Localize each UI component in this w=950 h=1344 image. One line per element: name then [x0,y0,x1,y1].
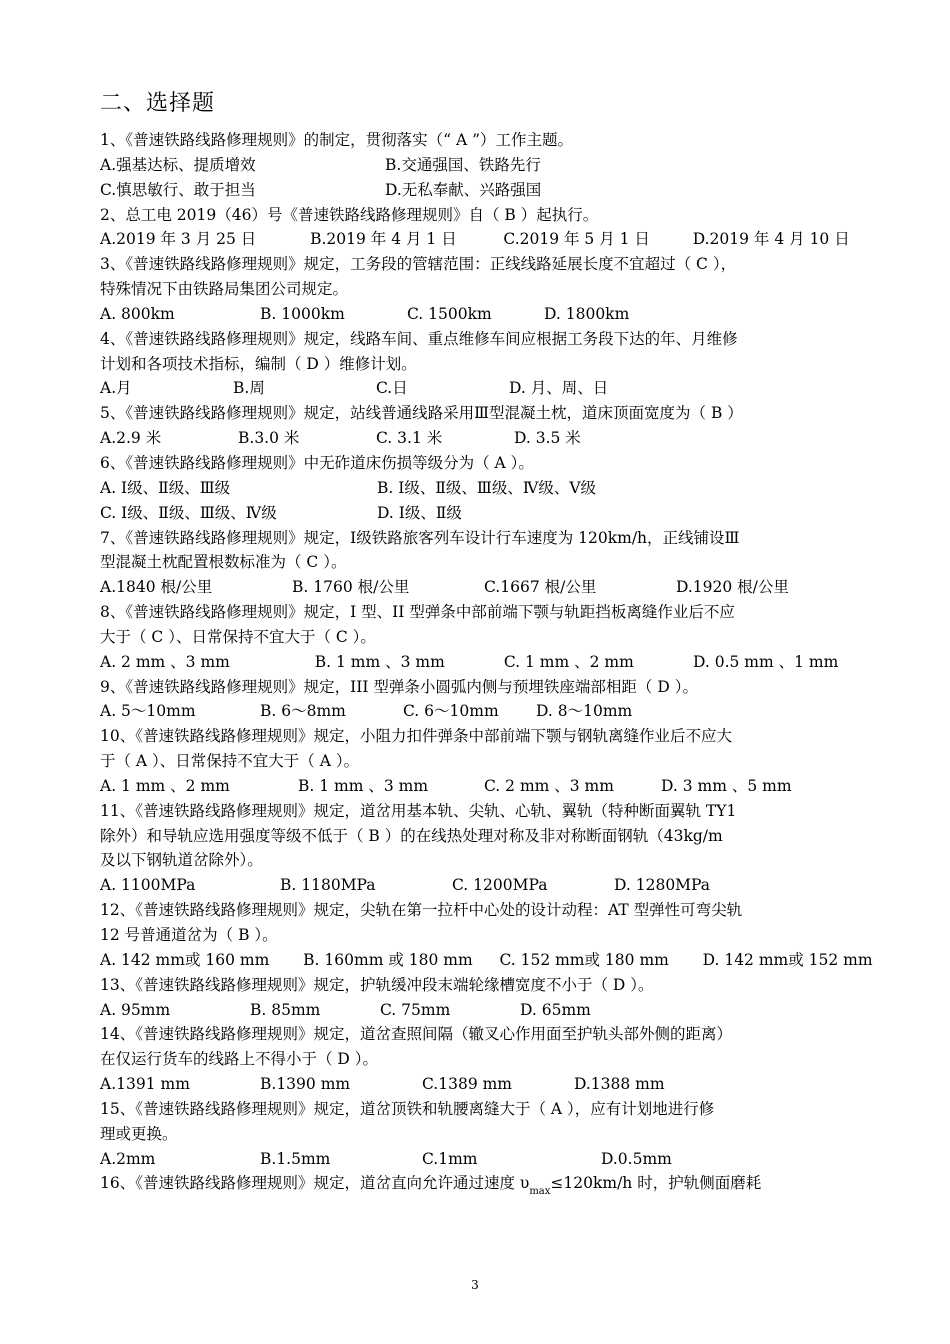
options-row [100,650,890,675]
options-row [100,1072,890,1097]
options-row [100,153,890,178]
answer-option: D.无私奉献、兴路强国 [385,180,542,199]
question-stem-line: 15、《普速铁路线路修理规则》规定，道岔顶铁和轨腰离缝大于（ A ），应有计划地进行修 [100,1099,715,1118]
answer-option: B. 1760 根/公里 [292,578,410,597]
options-row [100,178,890,203]
question-4 [100,327,890,402]
answer-option: D. 142 mm或 152 mm [702,950,873,969]
section-heading: 二、选择题 [100,91,216,116]
answer-option: B. Ⅰ级、Ⅱ级、Ⅲ级、Ⅳ级、Ⅴ级 [377,478,597,497]
question-stem-line: 大于（ C ）、日常保持不宜大于（ C ）。 [100,627,376,646]
options-row [100,227,890,252]
answer-option: A. 2 mm 、3 mm [100,652,230,671]
answer-option: C. 1200MPa [452,876,548,895]
answer-option: C. 1 mm 、2 mm [503,652,634,671]
options-row [100,302,890,327]
options-row [100,376,890,401]
answer-option: A. 1100MPa [100,876,196,895]
answer-option: B. 6～8mm [260,702,346,721]
answer-option: A. 142 mm或 160 mm [100,950,270,969]
question-stem-line: 型混凝土枕配置根数标准为（ C ）。 [100,553,347,572]
page-number: 3 [471,1278,479,1292]
question-stem-line: 除外）和导轨应选用强度等级不低于（ B ）的在线热处理对称及非对称断面钢轨（43kg/m [100,826,723,845]
question-5 [100,401,890,451]
options-row [100,873,890,898]
answer-option: C.1mm [422,1149,478,1168]
answer-option: A.1391 mm [100,1075,190,1094]
answer-option: B.3.0 米 [238,429,300,448]
answer-option: D.1388 mm [574,1075,665,1094]
question-stem-line: 3、《普速铁路线路修理规则》规定，工务段的管辖范围：正线线路延展长度不宜超过（ C ）， [100,255,737,274]
answer-option: C. Ⅰ级、Ⅱ级、Ⅲ级、Ⅳ级 [100,503,277,522]
answer-option: D. 8～10mm [536,702,633,721]
answer-option: D. 3.5 米 [514,429,581,448]
answer-option: A.2.9 米 [100,429,162,448]
question-stem-line: 12 号普通道岔为（ B ）。 [100,926,278,944]
question-3 [100,252,890,327]
answer-option: D. 65mm [520,1000,591,1019]
question-8 [100,600,890,675]
question-6 [100,451,890,526]
answer-option: A. 95mm [100,1000,171,1019]
question-stem-line: 12、《普速铁路线路修理规则》规定，尖轨在第一拉杆中心处的设计动程：AT 型弹性可弯尖轨 [100,901,743,920]
options-row [100,948,890,973]
question-11 [100,799,890,898]
answer-option: C.日 [376,379,408,398]
answer-option: B. 1180MPa [280,876,376,895]
question-stem-line: 8、《普速铁路线路修理规则》规定，I 型、II 型弹条中部前端下颚与轨距挡板离缝作业后不应 [100,603,735,622]
question-14 [100,1022,890,1097]
answer-option: A.强基达标、提质增效 [100,155,256,174]
options-row [100,426,890,451]
answer-option: A. Ⅰ级、Ⅱ级、Ⅲ级 [100,478,231,497]
answer-option: D. 月、周、日 [509,379,609,398]
answer-option: C.1389 mm [422,1075,513,1094]
answer-option: B.交通强国、铁路先行 [385,155,541,174]
answer-option: D. 0.5 mm 、1 mm [692,652,839,671]
answer-option: D.2019 年 4 月 10 日 [692,230,850,249]
answer-option: A. 5～10mm [100,702,196,721]
answer-option: B.2019 年 4 月 1 日 [310,230,457,249]
answer-option: B. 1000km [260,304,345,323]
question-stem-line: 13、《普速铁路线路修理规则》规定，护轨缓冲段末端轮缘槽宽度不小于（ D ）。 [100,975,654,994]
options-row [100,476,890,501]
options-row [100,1147,890,1172]
question-stem-line: 于（ A ）、日常保持不宜大于（ A ）。 [100,752,360,771]
answer-option: D. 1800km [544,304,630,323]
answer-option: D. Ⅰ级、Ⅱ级 [377,503,462,522]
answer-option: D.1920 根/公里 [676,578,789,597]
answer-option: B. 1 mm 、3 mm [314,652,445,671]
question-stem-line: 9、《普速铁路线路修理规则》规定，III 型弹条小圆弧内侧与预埋铁座端部相距（ D ）。 [100,677,698,696]
question-stem-text: ≤120km/h 时，护轨侧面磨耗 [550,1174,762,1193]
question-stem-line: 2、总工电 2019（46）号《普速铁路线路修理规则》自（ B ）起执行。 [100,205,599,224]
question-stem-line: 5、《普速铁路线路修理规则》规定，站线普通线路采用Ⅲ型混凝土枕，道床顶面宽度为（ B ） [100,404,743,423]
question-12 [100,898,890,973]
answer-option: B. 1 mm 、3 mm [298,776,429,795]
answer-option: B.1.5mm [260,1149,331,1168]
answer-option: C. 2 mm 、3 mm [484,776,614,795]
question-16 [100,1171,890,1196]
answer-option: A.2019 年 3 月 25 日 [100,230,257,249]
answer-option: A. 1 mm 、2 mm [100,776,230,795]
question-stem-line: 理或更换。 [100,1124,178,1143]
question-stem-line: 4、《普速铁路线路修理规则》规定，线路车间、重点维修车间应根据工务段下达的年、月维修 [100,329,738,348]
answer-option: B.1390 mm [260,1075,351,1094]
options-row [100,501,890,526]
answer-option: A.2mm [100,1149,156,1168]
question-stem-line: 计划和各项技术指标，编制（ D ）维修计划。 [100,354,417,373]
answer-option: C. 1500km [407,304,492,323]
answer-option: C. 3.1 米 [376,429,443,448]
question-stem-line: 及以下钢轨道岔除外）。 [100,851,263,870]
answer-option: B.周 [233,379,265,398]
question-15 [100,1097,890,1172]
question-1 [100,128,890,203]
answer-option: D. 3 mm 、5 mm [661,776,792,795]
question-stem-text: 16、《普速铁路线路修理规则》规定，道岔直向允许通过速度 υ [100,1174,530,1193]
options-row [100,998,890,1023]
answer-option: A.1840 根/公里 [100,578,213,597]
question-7 [100,526,890,601]
answer-option: C.慎思敏行、敢于担当 [100,180,256,199]
answer-option: A.月 [100,379,132,398]
answer-option: C.1667 根/公里 [484,578,597,597]
answer-option: A. 800km [100,304,175,323]
answer-option: B. 85mm [250,1000,321,1019]
options-row [100,575,890,600]
question-9 [100,675,890,725]
question-stem-line: 11、《普速铁路线路修理规则》规定，道岔用基本轨、尖轨、心轨、翼轨（特种断面翼轨 TY1 [100,801,737,820]
subscript-max: max [529,1186,551,1198]
options-row [100,774,890,799]
question-stem-line: 10、《普速铁路线路修理规则》规定，小阻力扣件弹条中部前端下颚与钢轨离缝作业后不应大 [100,727,732,746]
question-stem-line: 14、《普速铁路线路修理规则》规定，道岔查照间隔（辙叉心作用面至护轨头部外侧的距离） [100,1025,732,1044]
question-stem-line: 6、《普速铁路线路修理规则》中无砟道床伤损等级分为（ A ）。 [100,453,534,472]
question-stem-line: 在仅运行货车的线路上不得小于（ D ）。 [100,1050,379,1069]
question-2 [100,203,890,253]
question-13 [100,973,890,1023]
question-stem-line: 7、《普速铁路线路修理规则》规定，Ⅰ级铁路旅客列车设计行车速度为 120km/h，正线铺设Ⅲ [100,528,740,547]
answer-option: C. 6～10mm [403,702,499,721]
question-10 [100,724,890,799]
answer-option: C. 75mm [380,1000,451,1019]
answer-option: B. 160mm 或 180 mm [303,950,473,969]
options-row [100,699,890,724]
answer-option: D.0.5mm [601,1149,672,1168]
answer-option: D. 1280MPa [614,876,711,895]
question-stem-line: 1、《普速铁路线路修理规则》的制定，贯彻落实（“ A ”）工作主题。 [100,131,574,149]
answer-option: C. 152 mm或 180 mm [499,950,669,969]
answer-option: C.2019 年 5 月 1 日 [503,230,650,249]
question-list [100,128,890,1196]
question-stem-line: 特殊情况下由铁路局集团公司规定。 [100,280,349,299]
